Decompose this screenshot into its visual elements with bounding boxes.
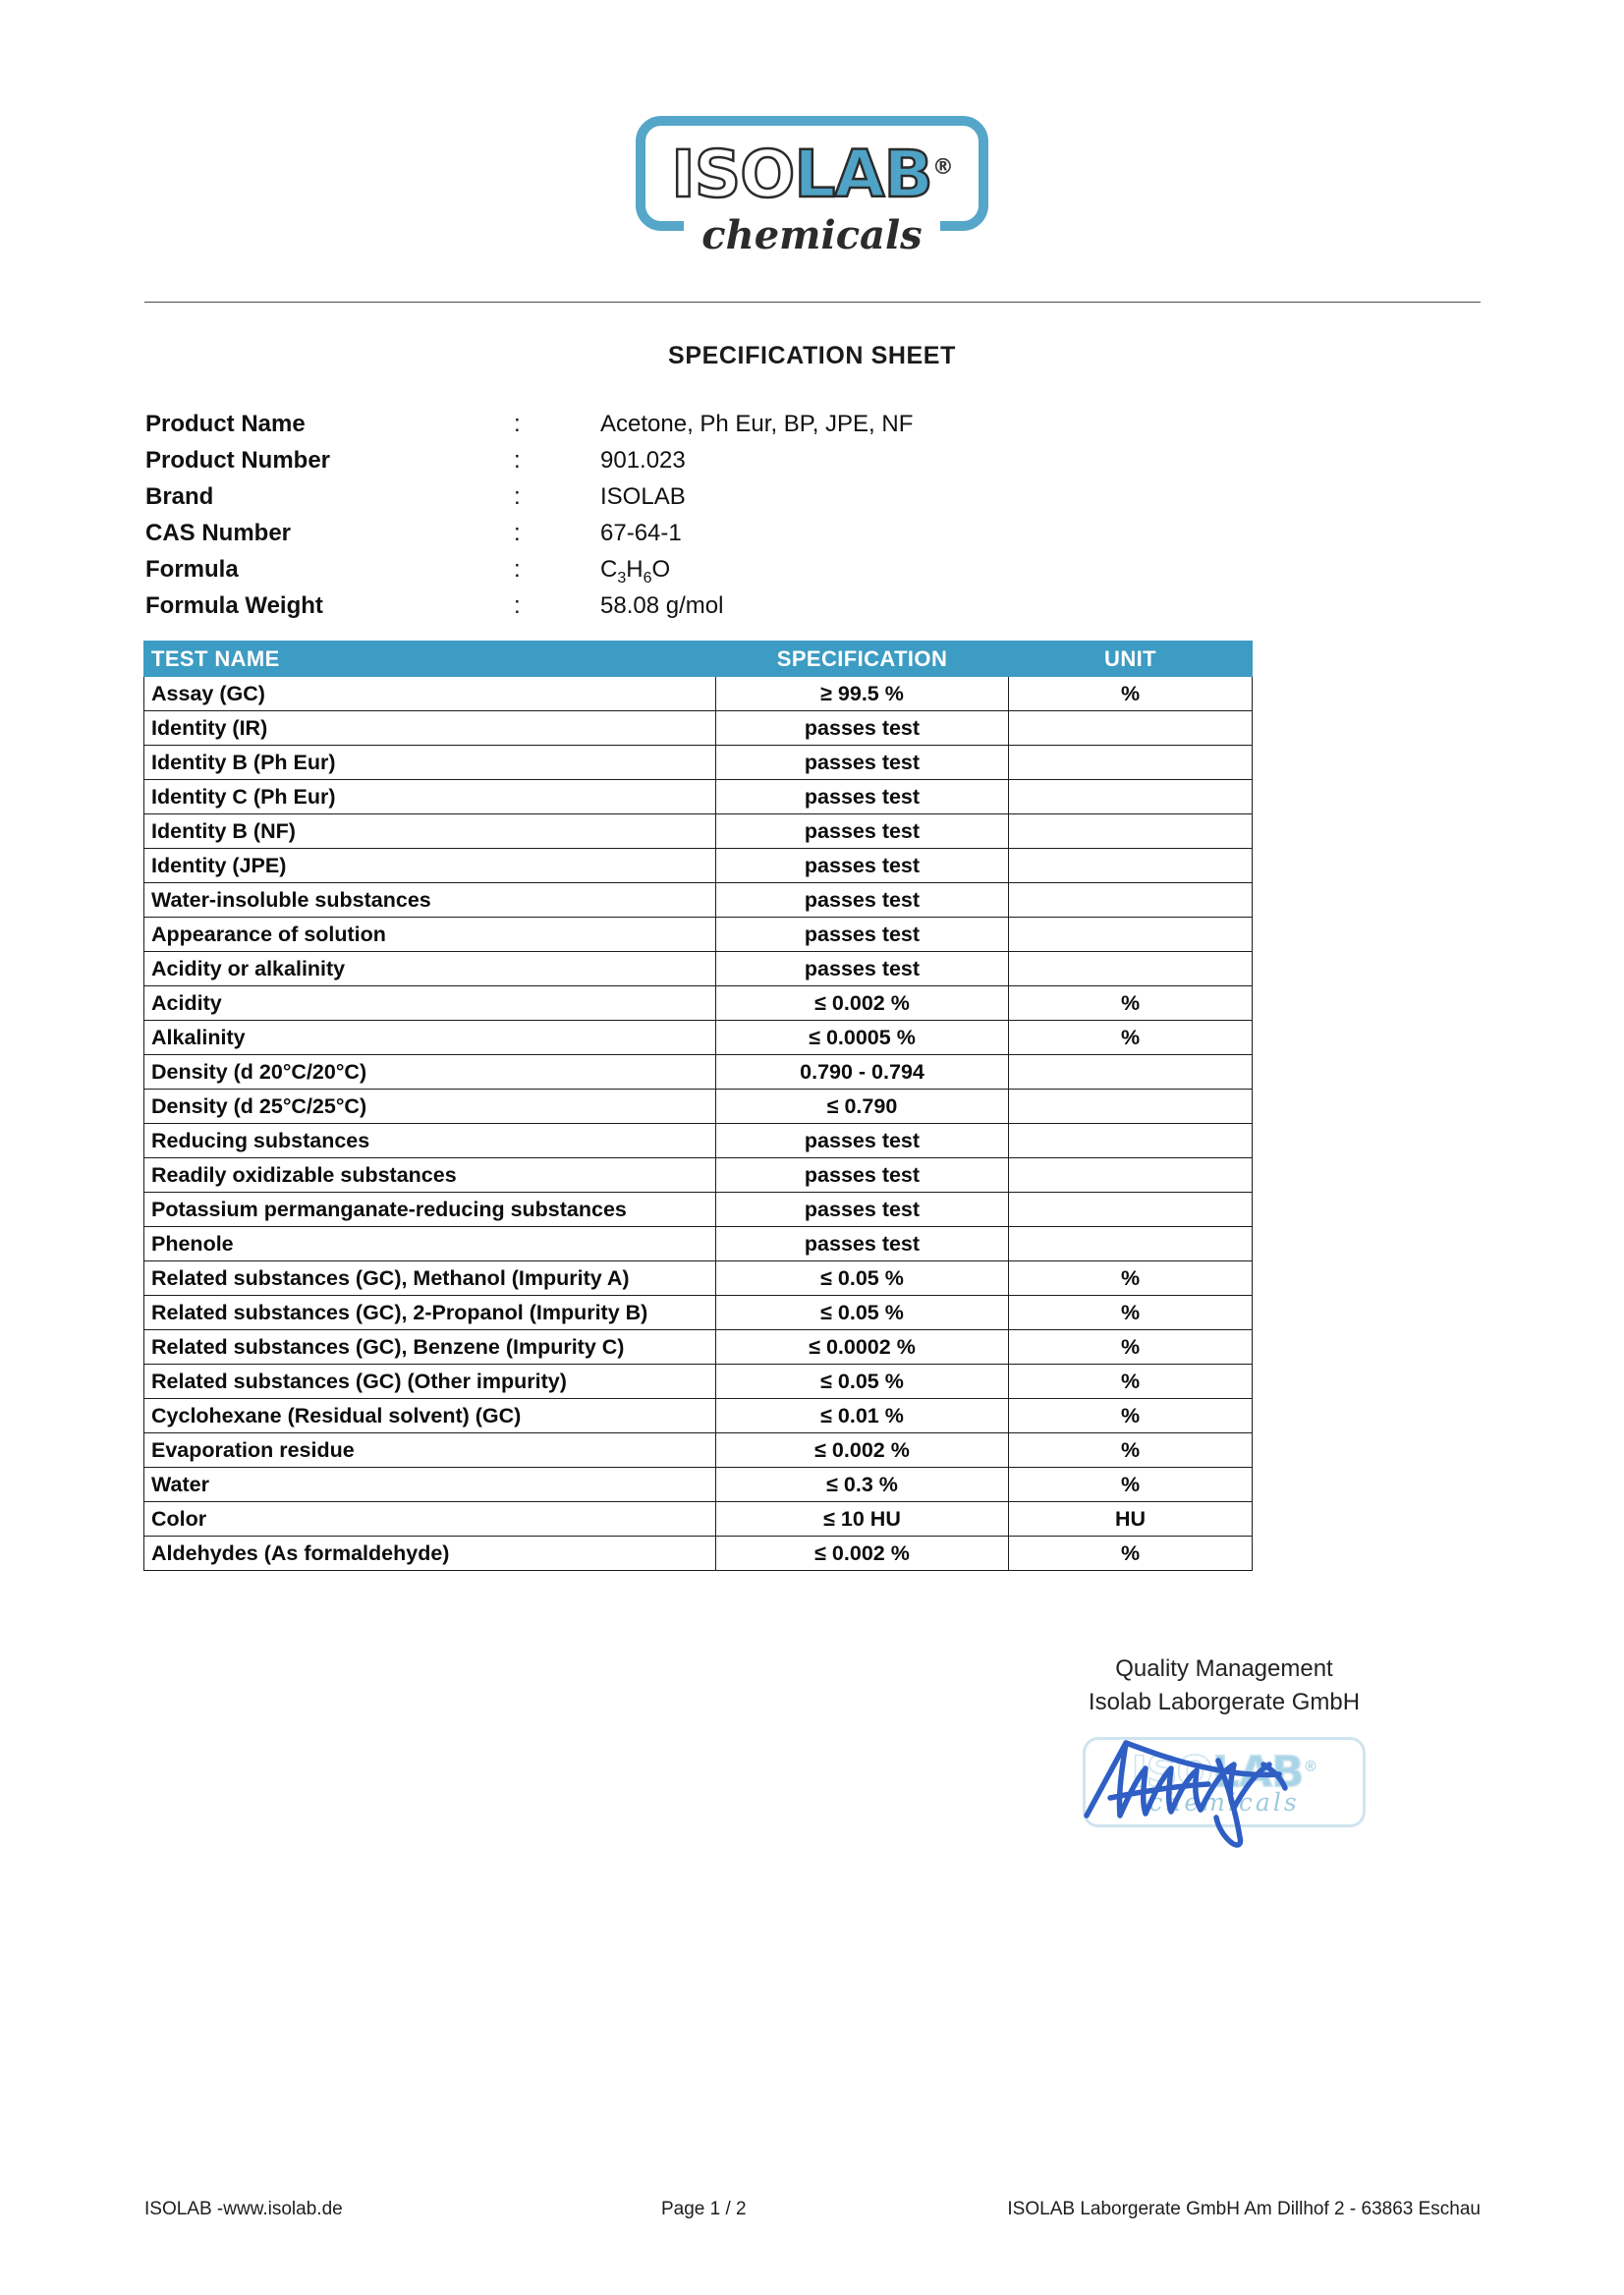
- info-separator: :: [514, 556, 521, 583]
- table-row: [144, 1468, 1253, 1502]
- stamp-lab-text: LAB: [1211, 1747, 1304, 1798]
- cell-test-name: Water-insoluble substances: [144, 883, 716, 918]
- table-row: [144, 746, 1253, 780]
- info-separator: :: [514, 447, 521, 474]
- cell-unit: HU: [1009, 1502, 1253, 1537]
- info-value-formula: $C_3H_6O$: [600, 556, 671, 587]
- info-row: [145, 556, 1128, 592]
- cell-specification: ≤ 0.05 %: [716, 1365, 1009, 1399]
- table-row: [144, 814, 1253, 849]
- logo-iso-text: ISO: [671, 137, 795, 212]
- info-label: Brand: [145, 483, 214, 510]
- table-row: [144, 1399, 1253, 1433]
- table-row: [144, 952, 1253, 986]
- cell-specification: passes test: [716, 1158, 1009, 1193]
- cell-unit: %: [1009, 1433, 1253, 1468]
- cell-unit: %: [1009, 1021, 1253, 1055]
- logo-tagline: chemicals: [684, 215, 939, 256]
- cell-specification: ≤ 0.0005 %: [716, 1021, 1009, 1055]
- cell-test-name: Evaporation residue: [144, 1433, 716, 1468]
- company-stamp: [1077, 1727, 1372, 1845]
- cell-specification: passes test: [716, 1193, 1009, 1227]
- logo-lab-text: LAB: [794, 137, 932, 212]
- registered-trademark-icon: ®: [931, 155, 953, 180]
- cell-unit: %: [1009, 1296, 1253, 1330]
- signature-role: Quality Management: [1115, 1655, 1333, 1682]
- cell-specification: ≤ 0.05 %: [716, 1261, 1009, 1296]
- cell-specification: passes test: [716, 711, 1009, 746]
- cell-test-name: Identity (JPE): [144, 849, 716, 883]
- cell-test-name: Identity (IR): [144, 711, 716, 746]
- cell-test-name: Appearance of solution: [144, 918, 716, 952]
- cell-test-name: Reducing substances: [144, 1124, 716, 1158]
- cell-unit: [1009, 1055, 1253, 1090]
- logo-wordmark: [671, 132, 953, 211]
- cell-test-name: Phenole: [144, 1227, 716, 1261]
- cell-unit: [1009, 918, 1253, 952]
- cell-test-name: Aldehydes (As formaldehyde): [144, 1537, 716, 1571]
- cell-test-name: Water: [144, 1468, 716, 1502]
- signature-company: Isolab Laborgerate GmbH: [1088, 1689, 1361, 1715]
- cell-unit: [1009, 1227, 1253, 1261]
- cell-unit: [1009, 711, 1253, 746]
- cell-test-name: Potassium permanganate-reducing substances: [144, 1193, 716, 1227]
- table-row: [144, 1261, 1253, 1296]
- cell-test-name: Assay (GC): [144, 677, 716, 711]
- cell-test-name: Related substances (GC), Methanol (Impurity A): [144, 1261, 716, 1296]
- table-head: [144, 642, 1253, 677]
- cell-unit: [1009, 746, 1253, 780]
- cell-specification: ≤ 10 HU: [716, 1502, 1009, 1537]
- cell-test-name: Acidity or alkalinity: [144, 952, 716, 986]
- info-separator: :: [514, 483, 521, 510]
- table-row: [144, 986, 1253, 1021]
- table-row: [144, 1502, 1253, 1537]
- info-row: [145, 483, 1128, 520]
- info-value: 67-64-1: [600, 520, 682, 546]
- info-label: CAS Number: [145, 520, 292, 546]
- table-row: [144, 1021, 1253, 1055]
- table-row: [144, 1055, 1253, 1090]
- info-value: 58.08 g/mol: [600, 592, 724, 619]
- logo-tagline-row: [0, 212, 1624, 258]
- table-row: [144, 1090, 1253, 1124]
- cell-specification: ≤ 0.05 %: [716, 1296, 1009, 1330]
- cell-specification: ≤ 0.002 %: [716, 986, 1009, 1021]
- table-body: [144, 677, 1253, 1571]
- cell-unit: %: [1009, 1261, 1253, 1296]
- cell-specification: ≤ 0.002 %: [716, 1537, 1009, 1571]
- company-logo: [0, 116, 1624, 256]
- cell-specification: passes test: [716, 952, 1009, 986]
- table-row: [144, 1227, 1253, 1261]
- product-info-block: [145, 411, 1128, 629]
- footer-website: ISOLAB -www.isolab.de: [144, 2199, 343, 2219]
- table-row: [144, 711, 1253, 746]
- table-row: [144, 849, 1253, 883]
- column-header-test-name: TEST NAME: [144, 642, 716, 677]
- info-label: Formula Weight: [145, 592, 323, 619]
- cell-test-name: Identity C (Ph Eur): [144, 780, 716, 814]
- cell-unit: %: [1009, 677, 1253, 711]
- cell-specification: ≤ 0.0002 %: [716, 1330, 1009, 1365]
- table-row: [144, 1193, 1253, 1227]
- cell-unit: [1009, 1193, 1253, 1227]
- info-row: [145, 592, 1128, 629]
- cell-test-name: Density (d 25°C/25°C): [144, 1090, 716, 1124]
- cell-specification: passes test: [716, 918, 1009, 952]
- info-value: ISOLAB: [600, 483, 686, 510]
- table-header-row: [144, 642, 1253, 677]
- cell-specification: passes test: [716, 883, 1009, 918]
- column-header-specification: SPECIFICATION: [716, 642, 1009, 677]
- info-row: [145, 411, 1128, 447]
- info-value: 901.023: [600, 447, 686, 474]
- table-row: [144, 677, 1253, 711]
- cell-unit: [1009, 1090, 1253, 1124]
- stamp-tagline: chemicals: [1148, 1788, 1300, 1817]
- info-separator: :: [514, 520, 521, 546]
- cell-specification: passes test: [716, 849, 1009, 883]
- specification-table: [143, 641, 1253, 1571]
- cell-specification: ≤ 0.790: [716, 1090, 1009, 1124]
- cell-unit: [1009, 1124, 1253, 1158]
- column-header-unit: UNIT: [1009, 642, 1253, 677]
- cell-unit: [1009, 849, 1253, 883]
- cell-test-name: Acidity: [144, 986, 716, 1021]
- cell-unit: %: [1009, 1537, 1253, 1571]
- info-label: Formula: [145, 556, 239, 583]
- cell-unit: %: [1009, 1330, 1253, 1365]
- info-separator: :: [514, 411, 521, 437]
- cell-specification: ≤ 0.3 %: [716, 1468, 1009, 1502]
- cell-unit: %: [1009, 1365, 1253, 1399]
- cell-unit: %: [1009, 1399, 1253, 1433]
- cell-unit: [1009, 814, 1253, 849]
- table-row: [144, 1365, 1253, 1399]
- cell-test-name: Identity B (Ph Eur): [144, 746, 716, 780]
- footer-address: ISOLAB Laborgerate GmbH Am Dillhof 2 - 63863 Eschau: [1007, 2199, 1481, 2219]
- cell-specification: ≤ 0.01 %: [716, 1399, 1009, 1433]
- cell-unit: [1009, 780, 1253, 814]
- cell-unit: [1009, 1158, 1253, 1193]
- signature-block: [969, 1652, 1480, 1845]
- cell-specification: passes test: [716, 780, 1009, 814]
- table-row: [144, 780, 1253, 814]
- cell-specification: ≤ 0.002 %: [716, 1433, 1009, 1468]
- cell-specification: passes test: [716, 1227, 1009, 1261]
- cell-test-name: Readily oxidizable substances: [144, 1158, 716, 1193]
- page-title: SPECIFICATION SHEET: [668, 342, 956, 369]
- table-row: [144, 1124, 1253, 1158]
- cell-unit: %: [1009, 986, 1253, 1021]
- cell-specification: ≥ 99.5 %: [716, 677, 1009, 711]
- table-row: [144, 1537, 1253, 1571]
- cell-test-name: Related substances (GC) (Other impurity): [144, 1365, 716, 1399]
- cell-specification: passes test: [716, 1124, 1009, 1158]
- cell-test-name: Density (d 20°C/20°C): [144, 1055, 716, 1090]
- info-label: Product Number: [145, 447, 331, 474]
- footer-page-number: Page 1 / 2: [661, 2199, 747, 2219]
- cell-test-name: Cyclohexane (Residual solvent) (GC): [144, 1399, 716, 1433]
- info-row: [145, 520, 1128, 556]
- cell-test-name: Alkalinity: [144, 1021, 716, 1055]
- cell-unit: [1009, 952, 1253, 986]
- stamp-registered-icon: ®: [1303, 1758, 1317, 1775]
- table-row: [144, 918, 1253, 952]
- stamp-iso-text: ISO: [1131, 1747, 1212, 1798]
- header-divider: [144, 302, 1481, 303]
- cell-specification: passes test: [716, 746, 1009, 780]
- page-footer: [144, 2199, 1481, 2224]
- cell-unit: %: [1009, 1468, 1253, 1502]
- cell-specification: 0.790 - 0.794: [716, 1055, 1009, 1090]
- info-label: Product Name: [145, 411, 306, 437]
- table-row: [144, 883, 1253, 918]
- cell-test-name: Related substances (GC), Benzene (Impurity C): [144, 1330, 716, 1365]
- info-row: [145, 447, 1128, 483]
- cell-test-name: Related substances (GC), 2-Propanol (Impurity B): [144, 1296, 716, 1330]
- cell-unit: [1009, 883, 1253, 918]
- cell-test-name: Identity B (NF): [144, 814, 716, 849]
- info-separator: :: [514, 592, 521, 619]
- table-row: [144, 1433, 1253, 1468]
- cell-specification: passes test: [716, 814, 1009, 849]
- table-row: [144, 1158, 1253, 1193]
- table-row: [144, 1330, 1253, 1365]
- cell-test-name: Color: [144, 1502, 716, 1537]
- info-value: Acetone, Ph Eur, BP, JPE, NF: [600, 411, 914, 437]
- table-row: [144, 1296, 1253, 1330]
